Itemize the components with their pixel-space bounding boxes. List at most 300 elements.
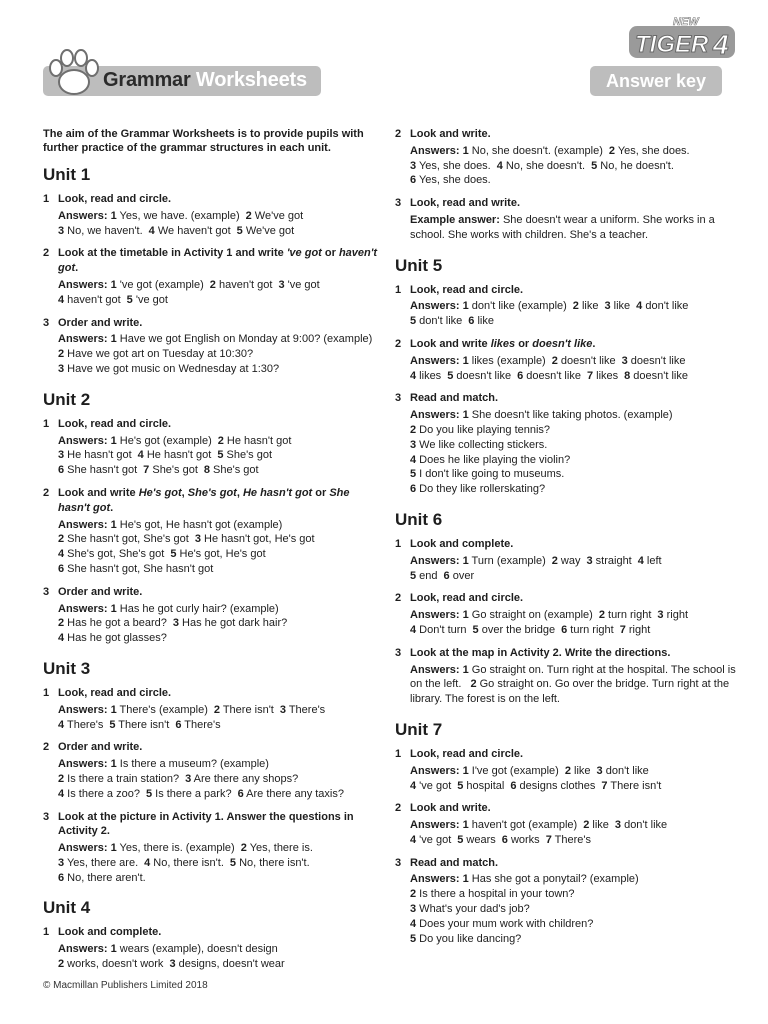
italic-phrase: She's got (187, 486, 237, 499)
answer-text: haven't got (64, 293, 121, 306)
italic-phrase: He's got (138, 486, 182, 499)
answer-text: 've got (416, 779, 452, 792)
answer-number: 6 (58, 562, 65, 575)
answer-line (410, 623, 740, 638)
answer-text: Have we got art on Tuesday at 10:30? (64, 348, 254, 361)
italic-phrase: haven't got (58, 247, 378, 275)
exercise (395, 337, 740, 383)
answer-text: 've got (example) (116, 278, 204, 291)
answer-number: 2 (58, 958, 65, 971)
answer-text: We've got (242, 224, 295, 237)
title-grammar: Grammar (103, 69, 191, 91)
unit-section (395, 720, 740, 947)
answer-number: 6 (443, 569, 450, 582)
answer-line (58, 434, 378, 449)
exercise-title: Look and complete. (410, 537, 514, 550)
exercise-number: 1 (43, 686, 50, 699)
answer-number: 2 (58, 617, 65, 630)
answer-text: She doesn't wear a uniform. She works in a school. She works with children. She's a teacher. (410, 213, 715, 241)
answer-number: 3 (657, 609, 664, 622)
answer-number: 2 (583, 819, 590, 832)
answer-line (410, 902, 740, 917)
answer-line (58, 532, 378, 547)
answer-number: 1 (462, 409, 469, 422)
answer-number: 6 (58, 871, 65, 884)
answer-number: 4 (148, 224, 155, 237)
answer-text: haven't got (example) (468, 819, 578, 832)
answer-line (58, 787, 378, 802)
exercise-number: 3 (43, 585, 50, 598)
answer-number: 5 (591, 159, 598, 172)
answer-text: Do you like dancing? (416, 932, 522, 945)
answer-number: 3 (596, 764, 603, 777)
answer-number: 1 (110, 703, 117, 716)
answer-text: No, there isn't. (236, 856, 310, 869)
answer-number: 2 (551, 554, 558, 567)
answer-text: like (570, 764, 591, 777)
answer-number: 3 (194, 533, 201, 546)
answer-text: straight (592, 554, 632, 567)
exercise-number: 1 (43, 926, 50, 939)
exercise-title: Look at the timetable in Activity 1 and write 've got or haven't got. (58, 247, 378, 275)
exercise-title: Look and write. (410, 802, 491, 815)
answer-text: likes (593, 369, 619, 382)
answer-number: 6 (237, 787, 244, 800)
answer-text: Yes, we have. (example) (116, 209, 240, 222)
exercise (395, 747, 740, 793)
copyright-footer: © Macmillan Publishers Limited 2018 (43, 980, 208, 991)
italic-phrase: doesn't like (532, 337, 593, 350)
italic-phrase: She hasn't got (58, 486, 350, 514)
answer-line (410, 554, 740, 569)
italic-phrase: 've got (286, 247, 322, 260)
answer-number: 1 (462, 354, 469, 367)
answer-number: 8 (203, 464, 210, 477)
answer-number: 4 (410, 623, 417, 636)
answer-line (410, 453, 740, 468)
answer-text: Has he got curly hair? (example) (116, 602, 279, 615)
unit-title: Unit 2 (43, 389, 91, 409)
exercise (395, 856, 740, 947)
answers-label: Answers: (58, 333, 111, 346)
answer-text: There's (551, 833, 592, 846)
answer-number: 5 (170, 548, 177, 561)
answer-line (410, 314, 740, 329)
answers-label: Answers: (58, 518, 111, 531)
unit-section (43, 390, 378, 646)
answer-number: 4 (410, 917, 417, 930)
answer-number: 3 (410, 903, 417, 916)
exercise (43, 810, 378, 886)
answers-label: Answers: (410, 300, 463, 313)
answer-text: don't like (621, 819, 668, 832)
answer-line (410, 779, 740, 794)
answer-text: end (416, 569, 438, 582)
answer-line (58, 347, 378, 362)
answer-text: Do you like playing tennis? (416, 423, 551, 436)
exercise-number: 3 (395, 197, 402, 210)
answer-line (58, 463, 378, 478)
answer-number: 2 (598, 609, 605, 622)
answer-number: 6 (517, 369, 524, 382)
answer-number: 2 (58, 348, 65, 361)
answer-number: 3 (58, 856, 65, 869)
exercise-number: 2 (43, 741, 50, 754)
answer-text: Has he got glasses? (64, 632, 167, 645)
answer-text: I've got (example) (468, 764, 559, 777)
answer-number: 5 (472, 623, 479, 636)
answer-line (58, 332, 378, 347)
answer-number: 6 (510, 779, 517, 792)
answer-number: 3 (604, 300, 611, 313)
answer-number: 3 (58, 362, 65, 375)
answer-number: 3 (58, 224, 65, 237)
answer-key-label: Answer key (605, 70, 707, 91)
answer-text: He's got (example) (116, 434, 212, 447)
answer-number: 4 (58, 632, 65, 645)
exercise-number: 2 (43, 247, 50, 260)
answer-number: 5 (447, 369, 454, 382)
answer-text: Yes, there is. (example) (116, 842, 235, 855)
answer-text: works, doesn't work (64, 958, 164, 971)
answer-number: 1 (462, 764, 469, 777)
answer-line (410, 408, 740, 423)
answer-number: 2 (245, 209, 252, 222)
answer-text: designs, doesn't wear (175, 958, 285, 971)
answer-line (410, 872, 740, 887)
italic-phrase: He hasn't got (242, 486, 313, 499)
answer-number: 8 (624, 369, 631, 382)
answer-text: doesn't like (557, 354, 616, 367)
answer-line (410, 467, 740, 482)
answer-number: 2 (240, 842, 247, 855)
answer-text: hospital (463, 779, 505, 792)
unit-title: Unit 6 (395, 509, 443, 529)
answer-number: 1 (110, 758, 117, 771)
answer-line (58, 757, 378, 772)
exercise (43, 585, 378, 646)
answer-number: 1 (110, 209, 117, 222)
answer-text: Yes, there are. (64, 856, 139, 869)
answer-text: What's your dad's job? (416, 903, 530, 916)
answers-label: Answers: (410, 663, 463, 676)
answer-text: wears (463, 833, 496, 846)
exercise-title: Look, read and circle. (410, 283, 524, 296)
answer-text: Is there a park? (152, 787, 232, 800)
answer-text: Do they like rollerskating? (416, 483, 546, 496)
answer-text: 've got (132, 293, 168, 306)
exercise-number: 3 (43, 316, 50, 329)
exercise-title: Look at the picture in Activity 1. Answer the questions in Activity 2. (58, 810, 354, 838)
answer-text: left (643, 554, 662, 567)
answer-number: 7 (586, 369, 594, 382)
answers-label: Example answer: (410, 213, 503, 226)
exercise (43, 686, 378, 732)
answer-number: 2 (572, 300, 579, 313)
exercise (43, 316, 378, 377)
answer-text: Is there a museum? (example) (116, 758, 269, 771)
answer-text: There isn't (219, 703, 274, 716)
answer-number: 5 (457, 833, 464, 846)
answer-number: 1 (110, 434, 117, 447)
answer-number: 6 (561, 623, 568, 636)
answer-text: She hasn't got, She's got (64, 533, 189, 546)
answer-number: 2 (410, 423, 417, 436)
answer-text: like (578, 300, 599, 313)
answer-text: like (474, 315, 494, 328)
answers-label: Answers: (410, 764, 463, 777)
answer-text: We like collecting stickers. (416, 438, 548, 451)
intro-text: The aim of the Grammar Worksheets is to provide pupils with further practice of the grammar structures in each unit. (43, 128, 364, 154)
exercise-number: 3 (395, 646, 402, 659)
exercise-number: 3 (395, 856, 402, 869)
answer-number: 4 (58, 293, 65, 306)
answer-line (410, 354, 740, 369)
answer-text: Has he got a beard? (64, 617, 167, 630)
answer-number: 5 (410, 315, 417, 328)
answer-line (410, 299, 740, 314)
exercise (43, 925, 378, 971)
answer-text: Is there a hospital in your town? (416, 888, 575, 901)
exercise (395, 591, 740, 637)
answer-line (58, 602, 378, 617)
answer-line (410, 932, 740, 947)
answer-text: Yes, she does. (615, 144, 690, 157)
answer-number: 1 (462, 873, 469, 886)
answer-text: Yes, she does. (416, 159, 491, 172)
answer-text: I don't like going to museums. (416, 468, 565, 481)
answer-text: He's got, He's got (176, 548, 266, 561)
answer-text: No, she doesn't. (example) (468, 144, 603, 157)
answer-number: 5 (410, 468, 417, 481)
logo-new: NEW (673, 16, 699, 28)
answer-number: 1 (110, 943, 117, 956)
new-tiger-4-logo (623, 10, 741, 66)
exercise-number: 2 (395, 128, 402, 140)
answer-line (58, 871, 378, 886)
exercise-number: 3 (43, 810, 50, 823)
answer-text: likes (416, 369, 442, 382)
answer-text: Go straight on. Turn right at the hospital. The school is on the left. (410, 663, 736, 691)
exercise-title: Order and write. (58, 585, 143, 598)
answer-text: doesn't like (627, 354, 686, 367)
exercise (43, 486, 378, 577)
answer-number: 2 (410, 888, 417, 901)
answer-number: 3 (278, 278, 285, 291)
answer-text: likes (example) (468, 354, 546, 367)
answer-line (58, 718, 378, 733)
answers-label: Answers: (410, 873, 463, 886)
answer-line (58, 841, 378, 856)
answer-text: Has she got a ponytail? (example) (468, 873, 639, 886)
exercise-title: Look at the map in Activity 2. Write the directions. (410, 646, 671, 659)
answer-number: 7 (545, 833, 552, 846)
answer-line (58, 362, 378, 377)
answer-text: right (625, 623, 651, 636)
answers-label: Answers: (58, 278, 111, 291)
answer-line (410, 663, 740, 707)
exercise-title: Look and complete. (58, 926, 162, 939)
right-column (395, 127, 740, 959)
answer-number: 2 (551, 354, 558, 367)
exercise-title: Order and write. (58, 741, 143, 754)
left-column (43, 127, 378, 985)
answer-number: 1 (462, 144, 469, 157)
answer-number: 4 (410, 779, 417, 792)
answer-number: 4 (637, 554, 644, 567)
exercise-title: Look, read and circle. (410, 592, 524, 605)
answers-label: Answers: (58, 434, 111, 447)
answer-number: 3 (410, 438, 417, 451)
logo-number: 4 (713, 29, 729, 60)
answer-line (58, 856, 378, 871)
answer-text: turn right (604, 609, 652, 622)
answer-text: She's got (223, 449, 273, 462)
unit-section (43, 165, 378, 377)
answer-line (58, 616, 378, 631)
answer-text: Are there any shops? (191, 772, 299, 785)
answer-line (58, 293, 378, 308)
answer-number: 3 (169, 958, 176, 971)
answer-text: No, there isn't. (150, 856, 224, 869)
answer-text: doesn't like (630, 369, 688, 382)
exercise-title: Look, read and circle. (58, 686, 172, 699)
answer-text: No, we haven't. (64, 224, 143, 237)
answer-line (58, 703, 378, 718)
answer-line (58, 224, 378, 239)
answer-text: Go straight on (example) (468, 609, 593, 622)
answer-line (58, 562, 378, 577)
answer-text: There's (181, 718, 221, 731)
answer-text: like (610, 300, 631, 313)
answer-text: don't like (example) (468, 300, 567, 313)
answer-number: 2 (470, 678, 477, 691)
answer-line (410, 159, 740, 174)
answer-number: 5 (145, 787, 153, 800)
answer-text: doesn't like (523, 369, 581, 382)
answer-text: She hasn't got (64, 464, 138, 477)
answer-number: 6 (175, 718, 182, 731)
exercise-number: 3 (395, 392, 402, 405)
exercise-number: 2 (395, 592, 402, 605)
exercise (395, 283, 740, 329)
answer-number: 3 (172, 617, 179, 630)
answer-text: She doesn't like taking photos. (example) (468, 409, 673, 422)
unit-title: Unit 5 (395, 255, 443, 275)
answer-text: There's (64, 718, 104, 731)
answers-label: Answers: (58, 758, 111, 771)
paw-icon (46, 48, 102, 98)
unit-title: Unit 1 (43, 165, 91, 184)
answer-line (410, 423, 740, 438)
answers-label: Answers: (410, 609, 463, 622)
answer-text: He hasn't got (223, 434, 292, 447)
answer-text: We haven't got (154, 224, 231, 237)
answer-number: 2 (58, 772, 65, 785)
answer-text: Is there a train station? (64, 772, 180, 785)
unit-section (43, 659, 378, 886)
exercise-title: Look, read and circle. (58, 193, 172, 205)
answer-number: 3 (621, 354, 628, 367)
exercise-title: Look and write likes or doesn't like. (410, 337, 596, 350)
answer-line (410, 833, 740, 848)
answer-number: 3 (279, 703, 286, 716)
exercise-number: 1 (43, 417, 50, 430)
answer-number: 4 (58, 548, 65, 561)
answer-number: 1 (462, 300, 469, 313)
exercise-title: Read and match. (410, 392, 499, 405)
answer-line (58, 547, 378, 562)
answer-number: 2 (217, 434, 224, 447)
answer-text: He hasn't got (64, 449, 132, 462)
answer-line (410, 764, 740, 779)
answer-text: No, he doesn't. (597, 159, 674, 172)
exercise (395, 646, 740, 707)
answer-text: He hasn't got, He's got (200, 533, 315, 546)
answer-number: 4 (410, 833, 417, 846)
answer-number: 4 (144, 856, 151, 869)
logo-tiger: TIGER (635, 31, 709, 58)
exercise-title: Look and write He's got, She's got, He hasn't got or She hasn't got. (58, 486, 350, 514)
answer-text: He's got, He hasn't got (example) (116, 518, 283, 531)
answer-number: 3 (58, 449, 65, 462)
exercise (43, 740, 378, 801)
answer-line (410, 438, 740, 453)
answer-text: Is there a zoo? (64, 787, 140, 800)
italic-phrase: likes (490, 337, 516, 350)
exercise-number: 1 (395, 283, 402, 296)
exercise (395, 537, 740, 583)
exercise-number: 2 (43, 486, 50, 499)
answer-text: Yes, there is. (246, 842, 313, 855)
exercise-number: 1 (395, 537, 402, 550)
answer-number: 6 (410, 483, 417, 496)
answer-number: 3 (410, 159, 417, 172)
answers-label: Answers: (58, 209, 111, 222)
answer-text: Have we got English on Monday at 9:00? (example) (116, 333, 373, 346)
answer-number: 6 (468, 315, 475, 328)
answer-number: 6 (410, 174, 417, 187)
answer-text: Does your mum work with children? (416, 917, 594, 930)
answer-line (410, 144, 740, 159)
answer-text: Yes, she does. (416, 174, 491, 187)
title-worksheets: Worksheets (195, 69, 307, 91)
answer-line (410, 569, 740, 584)
answer-number: 4 (137, 449, 144, 462)
answer-number: 2 (209, 278, 216, 291)
answer-number: 3 (586, 554, 593, 567)
unit-title: Unit 3 (43, 658, 91, 678)
exercise (395, 127, 740, 188)
exercise (395, 391, 740, 497)
exercise (43, 192, 378, 238)
exercise-title: Look, read and circle. (58, 417, 172, 430)
answer-number: 1 (110, 842, 117, 855)
answer-text: way (557, 554, 581, 567)
answer-line (58, 957, 378, 972)
answer-text: She hasn't got, She hasn't got (64, 562, 214, 575)
answer-text: She's got, She's got (64, 548, 165, 561)
exercise (395, 801, 740, 847)
answer-number: 5 (457, 779, 464, 792)
exercise (43, 246, 378, 307)
answers-label: Answers: (410, 554, 463, 567)
exercise-title: Look, read and circle. (410, 747, 524, 760)
answer-number: 5 (229, 856, 237, 869)
answer-line (58, 942, 378, 957)
answer-number: 4 (410, 453, 417, 466)
answer-number: 4 (58, 718, 65, 731)
